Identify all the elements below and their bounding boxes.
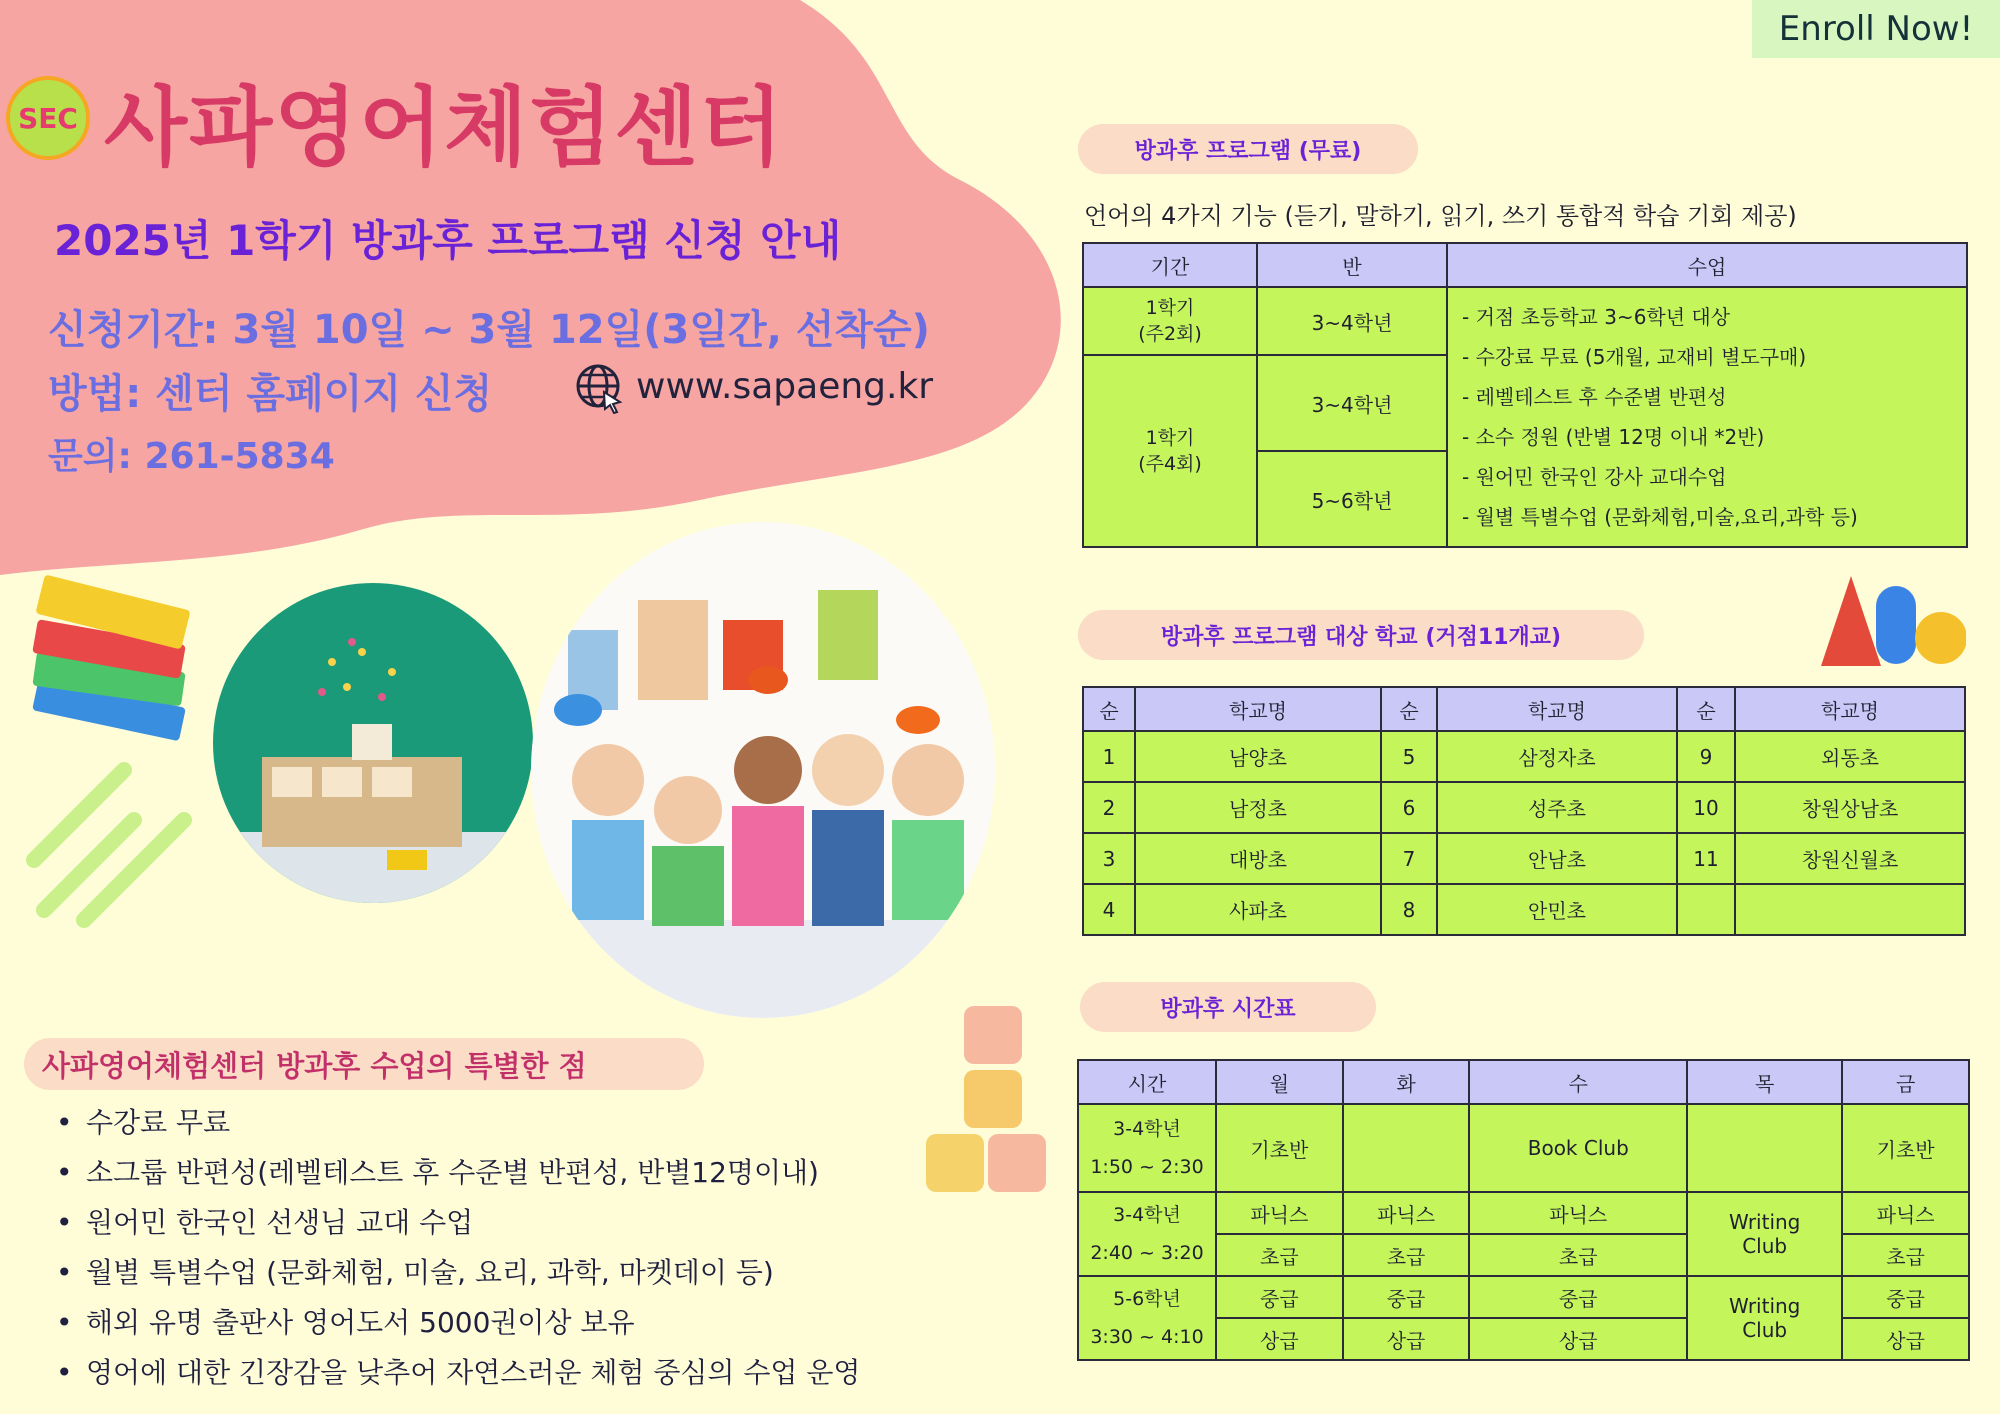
- features-list: [56, 1098, 860, 1398]
- table-cell: 4: [1083, 884, 1135, 935]
- table-cell: 대방초: [1135, 833, 1381, 884]
- program-detail-line: - 수강료 무료 (5개월, 교재비 별도구매): [1462, 345, 1807, 369]
- table-cell: 9: [1677, 731, 1735, 782]
- table-header: 수: [1469, 1060, 1687, 1104]
- table-cell: 1학기 (주2회): [1083, 287, 1257, 355]
- classroom-photo: [212, 582, 534, 904]
- time-cell: [1078, 1104, 1216, 1192]
- table-row: [1083, 782, 1965, 833]
- table-header: 월: [1216, 1060, 1343, 1104]
- table-cell: Writing Club: [1687, 1192, 1842, 1276]
- table-cell: 1: [1083, 731, 1135, 782]
- table-cell: 5~6학년: [1257, 451, 1447, 547]
- time-cell: [1078, 1276, 1216, 1360]
- schools-table: [1082, 686, 1966, 936]
- table-header: 순: [1083, 687, 1135, 731]
- program-detail-line: - 월별 특별수업 (문화체험,미술,요리,과학 등): [1462, 505, 1858, 529]
- table-cell: 중급: [1469, 1276, 1687, 1318]
- table-cell: 성주초: [1437, 782, 1677, 833]
- table-row: [1078, 1276, 1969, 1318]
- abcd-blocks-illustration: [926, 1006, 1060, 1218]
- table-cell: [1343, 1104, 1470, 1192]
- time-range: 2:40 ~ 3:20: [1090, 1242, 1204, 1264]
- table-cell: 파닉스: [1216, 1192, 1343, 1234]
- feature-item: • 월별 특별수업 (문화체험, 미술, 요리, 과학, 마켓데이 등): [56, 1248, 860, 1298]
- table-cell: 중급: [1842, 1276, 1969, 1318]
- table-cell: 안민초: [1437, 884, 1677, 935]
- feature-item: • 수강료 무료: [56, 1098, 860, 1148]
- table-header: 학교명: [1437, 687, 1677, 731]
- timetable-table: [1077, 1059, 1970, 1361]
- program-details: [1447, 287, 1967, 547]
- table-cell: 안남초: [1437, 833, 1677, 884]
- table-header: 시간: [1078, 1060, 1216, 1104]
- table-header: 학교명: [1135, 687, 1381, 731]
- table-cell: 5: [1381, 731, 1437, 782]
- table-cell: 초급: [1343, 1234, 1470, 1276]
- table-cell: 사파초: [1135, 884, 1381, 935]
- table-cell: 3~4학년: [1257, 287, 1447, 355]
- table-cell: 파닉스: [1343, 1192, 1470, 1234]
- program-detail-line: - 소수 정원 (반별 12명 이내 *2반): [1462, 425, 1765, 449]
- table-cell: 3~4학년: [1257, 355, 1447, 451]
- page-title: 사파영어체험센터: [104, 78, 785, 178]
- globe-icon: [574, 362, 626, 414]
- feature-item: • 해외 유명 출판사 영어도서 5000권이상 보유: [56, 1298, 860, 1348]
- table-cell: 8: [1381, 884, 1437, 935]
- table-cell: 7: [1381, 833, 1437, 884]
- table-row: [1078, 1104, 1969, 1192]
- table-cell: 초급: [1469, 1234, 1687, 1276]
- children-photo: [528, 520, 998, 1020]
- table-cell: 외동초: [1735, 731, 1965, 782]
- feature-item: • 원어민 한국인 선생님 교대 수업: [56, 1198, 860, 1248]
- table-header: 순: [1381, 687, 1437, 731]
- table-cell: 남정초: [1135, 782, 1381, 833]
- table-cell: 11: [1677, 833, 1735, 884]
- table-header: 금: [1842, 1060, 1969, 1104]
- table-cell: 1학기 (주4회): [1083, 355, 1257, 547]
- timetable-heading: 방과후 시간표: [1080, 982, 1376, 1032]
- table-cell: 기초반: [1216, 1104, 1343, 1192]
- table-cell: 6: [1381, 782, 1437, 833]
- application-method: 방법: 센터 홈페이지 신청: [48, 371, 493, 417]
- table-cell: 2: [1083, 782, 1135, 833]
- program-intro: 언어의 4가지 기능 (듣기, 말하기, 읽기, 쓰기 통합적 학습 기회 제공): [1084, 202, 1797, 230]
- table-header: 목: [1687, 1060, 1842, 1104]
- time-grade: 3-4학년: [1113, 1118, 1181, 1140]
- table-cell: 창원상남초: [1735, 782, 1965, 833]
- table-cell: 상급: [1343, 1318, 1470, 1360]
- application-period: 신청기간: 3월 10일 ~ 3월 12일(3일간, 선착순): [48, 307, 930, 353]
- table-cell: 3: [1083, 833, 1135, 884]
- table-header: 수업: [1447, 243, 1967, 287]
- abc-letters-illustration: [1816, 566, 1966, 676]
- time-range: 3:30 ~ 4:10: [1090, 1326, 1204, 1348]
- time-cell: [1078, 1192, 1216, 1276]
- table-cell: 상급: [1469, 1318, 1687, 1360]
- table-row: [1083, 833, 1965, 884]
- features-heading: 사파영어체험센터 방과후 수업의 특별한 점: [24, 1038, 704, 1090]
- table-cell: Writing Club: [1687, 1276, 1842, 1360]
- table-cell: [1687, 1104, 1842, 1192]
- table-cell: [1735, 884, 1965, 935]
- table-cell: 상급: [1842, 1318, 1969, 1360]
- table-header: 반: [1257, 243, 1447, 287]
- time-grade: 3-4학년: [1113, 1204, 1181, 1226]
- schools-heading: 방과후 프로그램 대상 학교 (거점11개교): [1078, 610, 1644, 660]
- contact-phone: 문의: 261-5834: [48, 436, 335, 477]
- page-subtitle: 2025년 1학기 방과후 프로그램 신청 안내: [54, 216, 842, 265]
- table-cell: 삼정자초: [1437, 731, 1677, 782]
- table-cell: [1677, 884, 1735, 935]
- table-cell: 초급: [1216, 1234, 1343, 1276]
- table-cell: 파닉스: [1842, 1192, 1969, 1234]
- table-cell: 10: [1677, 782, 1735, 833]
- table-cell: 중급: [1216, 1276, 1343, 1318]
- program-detail-line: - 원어민 한국인 강사 교대수업: [1462, 465, 1727, 489]
- table-header: 기간: [1083, 243, 1257, 287]
- time-grade: 5-6학년: [1113, 1288, 1181, 1310]
- table-row: [1083, 884, 1965, 935]
- program-table: [1082, 242, 1968, 548]
- program-heading: 방과후 프로그램 (무료): [1078, 124, 1418, 174]
- table-cell: Book Club: [1469, 1104, 1687, 1192]
- table-header: 순: [1677, 687, 1735, 731]
- sec-logo: SEC: [6, 76, 90, 160]
- table-header: 화: [1343, 1060, 1470, 1104]
- feature-item: • 영어에 대한 긴장감을 낮추어 자연스러운 체험 중심의 수업 운영: [56, 1348, 860, 1398]
- decorative-strokes: [24, 720, 234, 930]
- time-range: 1:50 ~ 2:30: [1090, 1156, 1204, 1178]
- table-row: [1078, 1192, 1969, 1234]
- table-cell: 창원신월초: [1735, 833, 1965, 884]
- website-link[interactable]: www.sapaeng.kr: [636, 366, 934, 407]
- table-row: [1083, 731, 1965, 782]
- enroll-now-button[interactable]: Enroll Now!: [1752, 0, 2000, 58]
- table-header: 학교명: [1735, 687, 1965, 731]
- table-cell: 상급: [1216, 1318, 1343, 1360]
- feature-item: • 소그룹 반편성(레벨테스트 후 수준별 반편성, 반별12명이내): [56, 1148, 860, 1198]
- table-cell: 남양초: [1135, 731, 1381, 782]
- table-cell: 초급: [1842, 1234, 1969, 1276]
- program-detail-line: - 레벨테스트 후 수준별 반편성: [1462, 385, 1727, 409]
- table-cell: 중급: [1343, 1276, 1470, 1318]
- table-cell: 파닉스: [1469, 1192, 1687, 1234]
- program-detail-line: - 거점 초등학교 3~6학년 대상: [1462, 305, 1731, 329]
- table-cell: 기초반: [1842, 1104, 1969, 1192]
